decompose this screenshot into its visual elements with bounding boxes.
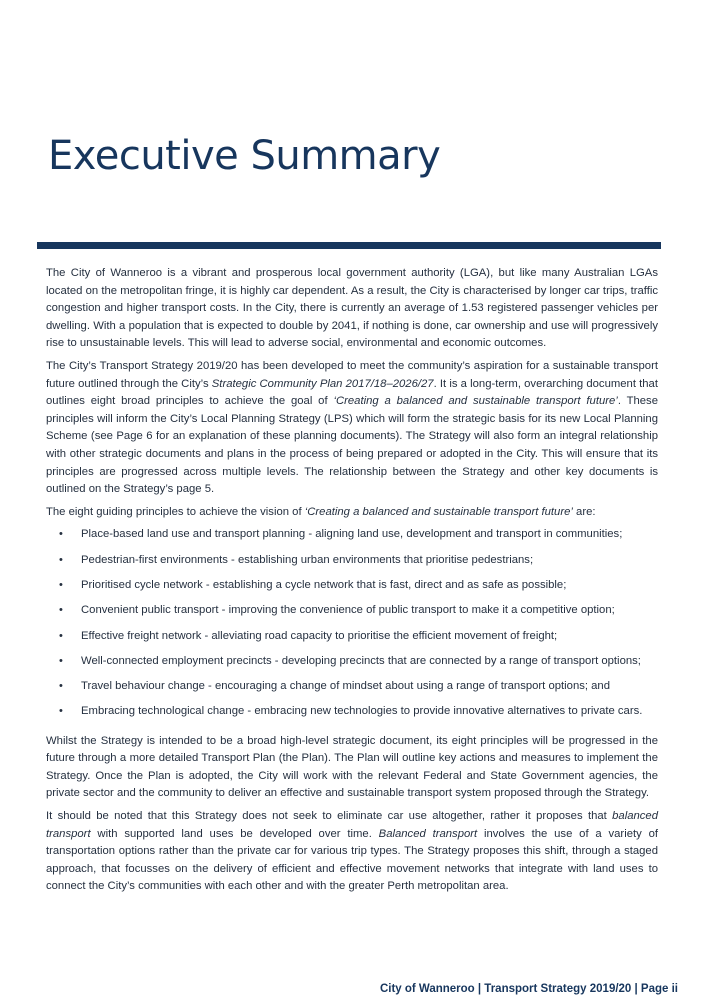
list-item-text: Effective freight network - alleviating road capacity to prioritise the efficient movement of freight; xyxy=(81,629,558,642)
list-item-text: Travel behaviour change - encouraging a change of mindset about using a range of transport options; and xyxy=(81,680,611,693)
bullet-icon: • xyxy=(59,528,63,541)
list-item xyxy=(46,628,658,653)
principles-list xyxy=(46,526,658,728)
balanced-term-2: Balanced transport xyxy=(378,827,478,840)
plan-title: Strategic Community Plan 2017/18–2026/27 xyxy=(211,377,434,390)
title-divider xyxy=(37,242,661,249)
bullet-icon: • xyxy=(59,680,63,693)
list-item xyxy=(46,526,658,551)
list-item-text: Embracing technological change - embracing new technologies to provide innovative alternatives to private cars. xyxy=(81,705,643,718)
intro-paragraph: The City of Wanneroo is a vibrant and prosperous local government authority (LGA), but like many Australian LGAs located on the metropolitan fringe, it is highly car dependent. As a result, the City is characterised by longer car trips, traffic congestion and higher transport costs. In the City, there is currently an average of 1.53 registered passenger vehicles per dwelling. With a population that is expected to double by 2041, if nothing is done, car ownership and use will progressively rise to unsustainable levels. This will lead to adverse social, environmental and economic outcomes. xyxy=(46,267,658,350)
list-item xyxy=(46,678,658,703)
principles-intro-text-1: The eight guiding principles to achieve the vision of xyxy=(46,505,305,518)
bullet-icon: • xyxy=(59,629,63,642)
bullet-icon: • xyxy=(59,553,63,566)
balanced-term-1: balanced transport xyxy=(46,810,658,840)
list-item-text: Pedestrian-first environments - establishing urban environments that prioritise pedestrians; xyxy=(81,553,534,566)
list-item-text: Convenient public transport - improving the convenience of public transport to make it a competitive option; xyxy=(81,604,615,617)
list-item xyxy=(46,577,658,602)
strategy-text-3: . These principles will inform the City’s Local Planning Strategy (LPS) which will form the strategic basis for its new Local Planning Scheme (see Page 6 for an explanation of these planning documents). The Strategy will also form an integral relationship with other strategic documents and plans in the process of being prepared or adopted in the City. This will ensure that its principles are progressed across multiple levels. The relationship between the Strategy and other key documents is outlined on the Strategy’s page 5. xyxy=(46,395,658,496)
list-item xyxy=(46,653,658,678)
strategy-paragraph xyxy=(46,358,658,499)
document-body xyxy=(46,265,658,901)
list-item-text: Prioritised cycle network - establishing a cycle network that is fast, direct and as safe as possible; xyxy=(81,578,567,591)
page-footer: City of Wanneroo | Transport Strategy 2019/20 | Page ii xyxy=(379,983,678,995)
list-item-text: Well-connected employment precincts - developing precincts that are connected by a range of transport options; xyxy=(81,654,641,667)
bullet-icon: • xyxy=(59,705,63,718)
balanced-text-1: It should be noted that this Strategy does not seek to eliminate car use altogether, rather it proposes that xyxy=(46,810,613,823)
balanced-text-3: involves the use of a variety of transportation options rather than the private car for various trip types. The Strategy proposes this shift, through a staged approach, that focusses on the delivery of efficient and effective movement networks that integrate with land uses to connect the City’s communities with each other and with the greater Perth metropolitan area. xyxy=(46,827,659,893)
list-item xyxy=(46,703,658,728)
balanced-transport-paragraph xyxy=(46,808,658,896)
bullet-icon: • xyxy=(59,578,63,591)
bullet-icon: • xyxy=(59,654,63,667)
principles-intro xyxy=(46,504,658,522)
list-item xyxy=(46,602,658,627)
balanced-text-2: with supported land uses be developed over time. xyxy=(90,827,379,840)
principles-intro-text-2: are: xyxy=(572,505,596,518)
strategy-text-2: . It is a long-term, overarching document that outlines eight broad principles to achieve the goal of xyxy=(46,377,658,408)
bullet-icon: • xyxy=(59,604,63,617)
list-item xyxy=(46,552,658,577)
strategy-text-1: The City’s Transport Strategy 2019/20 has been developed to meet the community’s aspiration for a sustainable transport future outlined through the City’s xyxy=(46,359,658,390)
goal-quote: ‘Creating a balanced and sustainable transport future’ xyxy=(333,395,618,408)
transport-plan-paragraph: Whilst the Strategy is intended to be a broad high-level strategic document, its eight principles will be progressed in the future through a more detailed Transport Plan (the Plan). The Plan will outline key actions and measures to implement the Strategy. Once the Plan is adopted, the City will work with the relevant Federal and State Government agencies, the private sector and the community to deliver an effective and sustainable transport system proposed through the Strategy. xyxy=(46,734,658,800)
vision-quote: ‘Creating a balanced and sustainable transport future’ xyxy=(304,505,573,518)
page-title: Executive Summary xyxy=(48,133,441,179)
list-item-text: Place-based land use and transport planning - aligning land use, development and transport in communities; xyxy=(81,528,623,541)
